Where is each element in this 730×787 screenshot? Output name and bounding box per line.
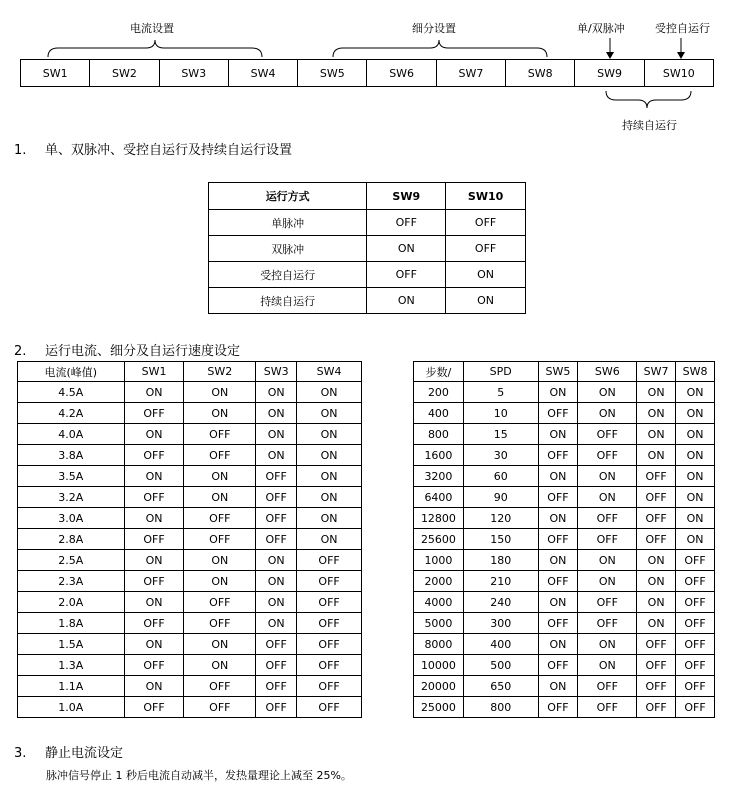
table-cell: OFF	[637, 655, 676, 676]
table-cell: OFF	[578, 529, 637, 550]
table-cell: OFF	[676, 550, 715, 571]
switch-sw4: SW4	[229, 60, 298, 86]
table-cell: OFF	[184, 697, 256, 718]
table-cell: OFF	[184, 592, 256, 613]
table-row	[414, 382, 715, 403]
table-row	[209, 288, 526, 314]
table-cell: 1.3A	[18, 655, 125, 676]
table-cell: 30	[463, 445, 538, 466]
table-cell: 6400	[414, 487, 464, 508]
table-cell: ON	[184, 382, 256, 403]
table-cell: ON	[367, 236, 446, 262]
switch-sw10: SW10	[662, 66, 695, 80]
table-row	[414, 571, 715, 592]
table-cell: ON	[637, 382, 676, 403]
table-row	[414, 550, 715, 571]
table-cell: ON	[184, 403, 256, 424]
table-cell: OFF	[256, 676, 297, 697]
table-header-cell: 步数/	[414, 362, 464, 382]
table-cell: ON	[676, 529, 715, 550]
switch-sw1: SW1	[21, 60, 90, 86]
table-cell: OFF	[124, 487, 184, 508]
arrow-head-sw10	[677, 52, 685, 59]
table-cell: OFF	[184, 529, 256, 550]
table-cell: OFF	[637, 466, 676, 487]
current-table	[17, 361, 362, 718]
table-row	[414, 403, 715, 424]
table-row	[18, 508, 362, 529]
table-cell: ON	[124, 634, 184, 655]
table-cell: 5	[463, 382, 538, 403]
table-cell: ON	[256, 403, 297, 424]
table-cell: OFF	[446, 210, 526, 236]
table-cell: OFF	[578, 508, 637, 529]
table-cell: ON	[184, 487, 256, 508]
table-cell: OFF	[637, 508, 676, 529]
table-cell: OFF	[538, 571, 578, 592]
table-cell: ON	[538, 592, 578, 613]
label-single-double-pulse: 单/双脉冲	[577, 22, 625, 35]
table-row	[18, 571, 362, 592]
table-cell: 300	[463, 613, 538, 634]
table-cell: ON	[538, 508, 578, 529]
switch-bar	[20, 59, 714, 87]
table-row	[18, 466, 362, 487]
table-cell: OFF	[676, 592, 715, 613]
table-cell: OFF	[578, 697, 637, 718]
table-header-cell: SW6	[578, 362, 637, 382]
table-cell: 4000	[414, 592, 464, 613]
table-cell: ON	[297, 508, 362, 529]
table-cell: ON	[676, 487, 715, 508]
table-cell: 150	[463, 529, 538, 550]
table-cell: ON	[124, 466, 184, 487]
table-cell: OFF	[124, 655, 184, 676]
label-controlled-self-run: 受控自运行	[655, 22, 710, 35]
table-cell: 120	[463, 508, 538, 529]
table-cell: OFF	[297, 571, 362, 592]
table-cell: 20000	[414, 676, 464, 697]
table-cell: 650	[463, 676, 538, 697]
table-cell: ON	[578, 634, 637, 655]
table-cell: 持续自运行	[209, 288, 367, 314]
table-row	[18, 697, 362, 718]
table-cell: ON	[578, 571, 637, 592]
table-cell: ON	[367, 288, 446, 314]
table-row	[18, 487, 362, 508]
table-cell: 1600	[414, 445, 464, 466]
table-cell: 60	[463, 466, 538, 487]
table-cell: ON	[637, 445, 676, 466]
table-cell: ON	[538, 634, 578, 655]
table-header-cell: SW10	[446, 183, 526, 210]
table-cell: ON	[676, 424, 715, 445]
section2-number: 2.	[14, 344, 27, 359]
switch-sw9: SW9	[575, 60, 644, 86]
table-cell: 210	[463, 571, 538, 592]
table-cell: 5000	[414, 613, 464, 634]
table-cell: OFF	[446, 236, 526, 262]
table-cell: OFF	[676, 676, 715, 697]
section1-heading	[14, 139, 292, 158]
table-header-cell: 运行方式	[209, 183, 367, 210]
table-cell: OFF	[297, 676, 362, 697]
table-header-cell: SW1	[124, 362, 184, 382]
arrow-head-sw9	[606, 52, 614, 59]
table-cell: ON	[578, 466, 637, 487]
table-cell: OFF	[184, 676, 256, 697]
table-cell: OFF	[124, 697, 184, 718]
table-cell: OFF	[538, 403, 578, 424]
table-cell: 单脉冲	[209, 210, 367, 236]
table-cell: ON	[297, 466, 362, 487]
table-row	[18, 592, 362, 613]
table-row	[18, 634, 362, 655]
table-row	[414, 529, 715, 550]
table-cell: 4.0A	[18, 424, 125, 445]
table-cell: OFF	[256, 466, 297, 487]
table-cell: ON	[578, 655, 637, 676]
table-header-cell: SW5	[538, 362, 578, 382]
section1-title: 单、双脉冲、受控自运行及持续自运行设置	[45, 143, 293, 158]
table-cell: ON	[637, 550, 676, 571]
table-cell: ON	[446, 262, 526, 288]
table-cell: OFF	[256, 655, 297, 676]
table-cell: OFF	[297, 613, 362, 634]
table-cell: ON	[676, 466, 715, 487]
switch-sw3: SW3	[160, 60, 229, 86]
table-cell: ON	[124, 550, 184, 571]
table-cell: 25600	[414, 529, 464, 550]
table-cell: ON	[124, 592, 184, 613]
step-table	[413, 361, 715, 718]
table-cell: ON	[578, 487, 637, 508]
table-cell: 200	[414, 382, 464, 403]
table-cell: ON	[578, 382, 637, 403]
table-cell: 2.0A	[18, 592, 125, 613]
table-cell: 4.5A	[18, 382, 125, 403]
table-cell: 1.0A	[18, 697, 125, 718]
table-row	[414, 466, 715, 487]
label-current-setting: 电流设置	[130, 22, 174, 35]
table-cell: ON	[124, 676, 184, 697]
table-row	[18, 445, 362, 466]
switch-sw6: SW6	[367, 60, 436, 86]
table-cell: OFF	[578, 592, 637, 613]
table-row	[414, 655, 715, 676]
table-row	[18, 550, 362, 571]
table-cell: ON	[676, 382, 715, 403]
table-cell: 8000	[414, 634, 464, 655]
table-cell: 2.8A	[18, 529, 125, 550]
table-cell: OFF	[538, 445, 578, 466]
table-cell: 90	[463, 487, 538, 508]
table-row	[414, 487, 715, 508]
table-cell: ON	[124, 508, 184, 529]
table-cell: 双脉冲	[209, 236, 367, 262]
table-cell: ON	[256, 550, 297, 571]
table-cell: 400	[414, 403, 464, 424]
table-cell: 2000	[414, 571, 464, 592]
table-cell: ON	[297, 529, 362, 550]
table-row	[18, 424, 362, 445]
section3-number: 3.	[14, 746, 27, 761]
table-cell: 500	[463, 655, 538, 676]
table-row	[209, 262, 526, 288]
table-cell: OFF	[297, 634, 362, 655]
table-cell: 240	[463, 592, 538, 613]
table-cell: 400	[463, 634, 538, 655]
table-cell: OFF	[637, 697, 676, 718]
table-cell: OFF	[538, 487, 578, 508]
table-row	[18, 613, 362, 634]
switch-sw7: SW7	[437, 60, 506, 86]
table-cell: ON	[446, 288, 526, 314]
table-cell: OFF	[256, 487, 297, 508]
table-row	[18, 382, 362, 403]
table-cell: OFF	[676, 571, 715, 592]
table-cell: ON	[297, 424, 362, 445]
table-cell: 1.5A	[18, 634, 125, 655]
table-cell: OFF	[676, 697, 715, 718]
table-cell: ON	[256, 613, 297, 634]
table-cell: ON	[538, 466, 578, 487]
table-cell: OFF	[184, 424, 256, 445]
table-cell: 10	[463, 403, 538, 424]
brace-microstep	[333, 40, 547, 57]
table-cell: OFF	[676, 634, 715, 655]
table-cell: OFF	[538, 655, 578, 676]
table-cell: OFF	[578, 676, 637, 697]
table-cell: ON	[637, 592, 676, 613]
table-cell: ON	[578, 550, 637, 571]
section3-title: 静止电流设定	[45, 746, 124, 761]
table-cell: ON	[297, 382, 362, 403]
table-row	[414, 697, 715, 718]
table-cell: OFF	[184, 445, 256, 466]
table-row	[414, 676, 715, 697]
table-row	[209, 236, 526, 262]
table-cell: ON	[578, 403, 637, 424]
table-row	[414, 592, 715, 613]
table-cell: OFF	[124, 445, 184, 466]
table-cell: OFF	[637, 487, 676, 508]
table-cell: OFF	[124, 613, 184, 634]
table-cell: 2.5A	[18, 550, 125, 571]
table-cell: ON	[676, 445, 715, 466]
table-cell: ON	[297, 487, 362, 508]
table-cell: OFF	[256, 529, 297, 550]
table-cell: 3.2A	[18, 487, 125, 508]
table-cell: ON	[538, 424, 578, 445]
table-cell: 800	[463, 697, 538, 718]
table-cell: ON	[538, 676, 578, 697]
table-header-cell: SW3	[256, 362, 297, 382]
table-cell: ON	[538, 382, 578, 403]
table-cell: OFF	[256, 508, 297, 529]
table-cell: OFF	[297, 592, 362, 613]
table-cell: ON	[184, 655, 256, 676]
table-header-cell: SW2	[184, 362, 256, 382]
table-cell: ON	[124, 424, 184, 445]
switch-sw2: SW2	[90, 60, 159, 86]
table-cell: OFF	[124, 403, 184, 424]
table-cell: OFF	[124, 529, 184, 550]
table-cell: OFF	[184, 508, 256, 529]
table-cell: 受控自运行	[209, 262, 367, 288]
table-cell: OFF	[637, 634, 676, 655]
table-cell: 15	[463, 424, 538, 445]
table-cell: ON	[297, 445, 362, 466]
table-cell: OFF	[637, 676, 676, 697]
table-header-cell: SW7	[637, 362, 676, 382]
table-cell: ON	[637, 613, 676, 634]
table-cell: ON	[184, 571, 256, 592]
table-header-cell: SW8	[676, 362, 715, 382]
table-cell: 800	[414, 424, 464, 445]
table-cell: 3.8A	[18, 445, 125, 466]
table-row	[414, 508, 715, 529]
standstill-current-note: 脉冲信号停止 1 秒后电流自动减半，发热量理论上减至 25%。	[46, 769, 352, 782]
table-row	[18, 529, 362, 550]
table-cell: 3.0A	[18, 508, 125, 529]
table-cell: OFF	[676, 655, 715, 676]
table-cell: ON	[637, 403, 676, 424]
section2-title: 运行电流、细分及自运行速度设定	[45, 344, 241, 359]
table-cell: 1000	[414, 550, 464, 571]
table-cell: ON	[184, 466, 256, 487]
table-cell: 1.8A	[18, 613, 125, 634]
table-cell: OFF	[637, 529, 676, 550]
label-continuous-self-run: 持续自运行	[622, 119, 677, 132]
run-mode-table	[208, 182, 526, 314]
table-cell: ON	[538, 550, 578, 571]
table-cell: OFF	[578, 424, 637, 445]
table-cell: OFF	[367, 210, 446, 236]
table-row	[18, 403, 362, 424]
table-cell: ON	[297, 403, 362, 424]
table-cell: OFF	[256, 697, 297, 718]
table-header-cell: SPD	[463, 362, 538, 382]
table-cell: ON	[637, 424, 676, 445]
table-cell: ON	[256, 592, 297, 613]
table-cell: 3.5A	[18, 466, 125, 487]
table-cell: ON	[637, 571, 676, 592]
table-cell: ON	[256, 571, 297, 592]
table-cell: OFF	[256, 634, 297, 655]
table-cell: ON	[184, 550, 256, 571]
brace-continuous	[606, 91, 691, 108]
table-cell: ON	[124, 382, 184, 403]
table-header-cell: 电流(峰值)	[18, 362, 125, 382]
label-microstep-setting: 细分设置	[412, 22, 456, 35]
table-row	[414, 634, 715, 655]
table-cell: OFF	[367, 262, 446, 288]
table-cell: 25000	[414, 697, 464, 718]
switch-sw8: SW8	[506, 60, 575, 86]
table-row	[18, 655, 362, 676]
table-cell: 4.2A	[18, 403, 125, 424]
table-row	[414, 445, 715, 466]
table-cell: OFF	[297, 655, 362, 676]
table-cell: OFF	[124, 571, 184, 592]
table-cell: 10000	[414, 655, 464, 676]
table-cell: OFF	[578, 613, 637, 634]
table-cell: OFF	[538, 697, 578, 718]
table-cell: 180	[463, 550, 538, 571]
table-header-cell: SW4	[297, 362, 362, 382]
table-cell: OFF	[538, 613, 578, 634]
brace-current	[48, 40, 262, 57]
table-cell: 1.1A	[18, 676, 125, 697]
table-cell: ON	[676, 508, 715, 529]
table-cell: ON	[256, 424, 297, 445]
table-row	[414, 613, 715, 634]
table-cell: OFF	[297, 697, 362, 718]
table-cell: ON	[256, 382, 297, 403]
table-row	[414, 424, 715, 445]
table-cell: OFF	[676, 613, 715, 634]
table-cell: OFF	[297, 550, 362, 571]
table-cell: 12800	[414, 508, 464, 529]
table-cell: OFF	[184, 613, 256, 634]
table-cell: 3200	[414, 466, 464, 487]
section2-heading	[14, 340, 240, 359]
table-header-cell: SW9	[367, 183, 446, 210]
table-cell: 2.3A	[18, 571, 125, 592]
switch-sw5: SW5	[298, 60, 367, 86]
table-cell: ON	[184, 634, 256, 655]
section3-heading	[14, 742, 123, 761]
table-row	[18, 676, 362, 697]
table-cell: OFF	[578, 445, 637, 466]
section1-number: 1.	[14, 143, 27, 158]
table-row	[209, 210, 526, 236]
table-cell: ON	[256, 445, 297, 466]
table-cell: ON	[676, 403, 715, 424]
table-cell: OFF	[538, 529, 578, 550]
